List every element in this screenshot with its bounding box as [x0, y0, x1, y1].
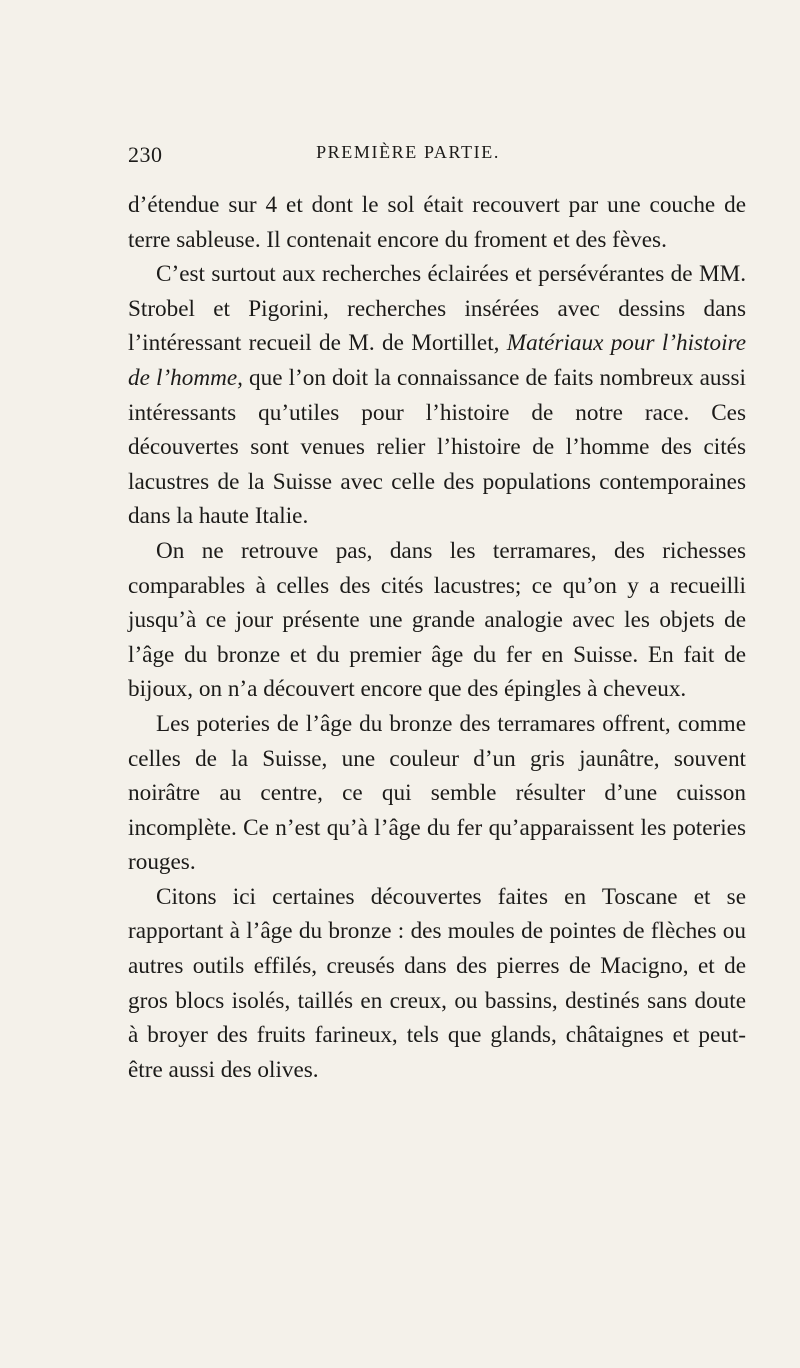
running-title: PREMIÈRE PARTIE.	[316, 142, 500, 162]
paragraph-5: Citons ici certaines découvertes faites en Toscane et se rapportant à l’âge du bronze : des moules de pointes de flèches ou autres outils effilés, creusés dans des pierres de Macigno, et de gros blocs isolés, taillés en creux, ou bassins, destinés sans doute à broyer des fruits farineux, tels que glands, châtaignes et peut-être aussi des olives.	[128, 883, 746, 1083]
paragraph-2	[128, 257, 746, 534]
body-text	[128, 188, 746, 1087]
page-number: 230	[128, 142, 163, 167]
paragraph-4: Les poteries de l’âge du bronze des terramares offrent, comme celles de la Suisse, une couleur d’un gris jaunâtre, souvent noirâtre au centre, ce qui semble résulter d’une cuisson incomplète. Ce n’est qu’à l’âge du fer qu’apparaissent les poteries rouges.	[128, 710, 746, 876]
paragraph-3: On ne retrouve pas, dans les terramares, des richesses comparables à celles des cités lacustres; ce qu’on y a recueilli jusqu’à ce jour présente une grande analogie avec les objets de l’âge du bronze et du premier âge du fer en Suisse. En fait de bijoux, on n’a découvert encore que des épingles à cheveux.	[128, 537, 746, 703]
paragraph-1: d’étendue sur 4 et dont le sol était recouvert par une couche de terre sableuse. Il contenait encore du froment et des fèves.	[128, 192, 746, 253]
book-title-italic: Matériaux pour l’histoire de l’homme,	[128, 330, 746, 391]
paragraph-2-text-end: que l’on doit la connaissance de faits nombreux aussi intéressants qu’utiles pour l’histoire de notre race. Ces découvertes sont venues relier l’histoire de l’homme des cités lacustres de la Suisse avec celle des populations contemporaines dans la haute Italie.	[128, 364, 746, 530]
paragraph-2-text-start: C’est surtout aux recherches éclairées et persévérantes de MM. Strobel et Pigorini, recherches insérées avec dessins dans l’intéressant recueil de M. de Mortillet,	[128, 261, 746, 357]
running-head	[128, 142, 748, 172]
